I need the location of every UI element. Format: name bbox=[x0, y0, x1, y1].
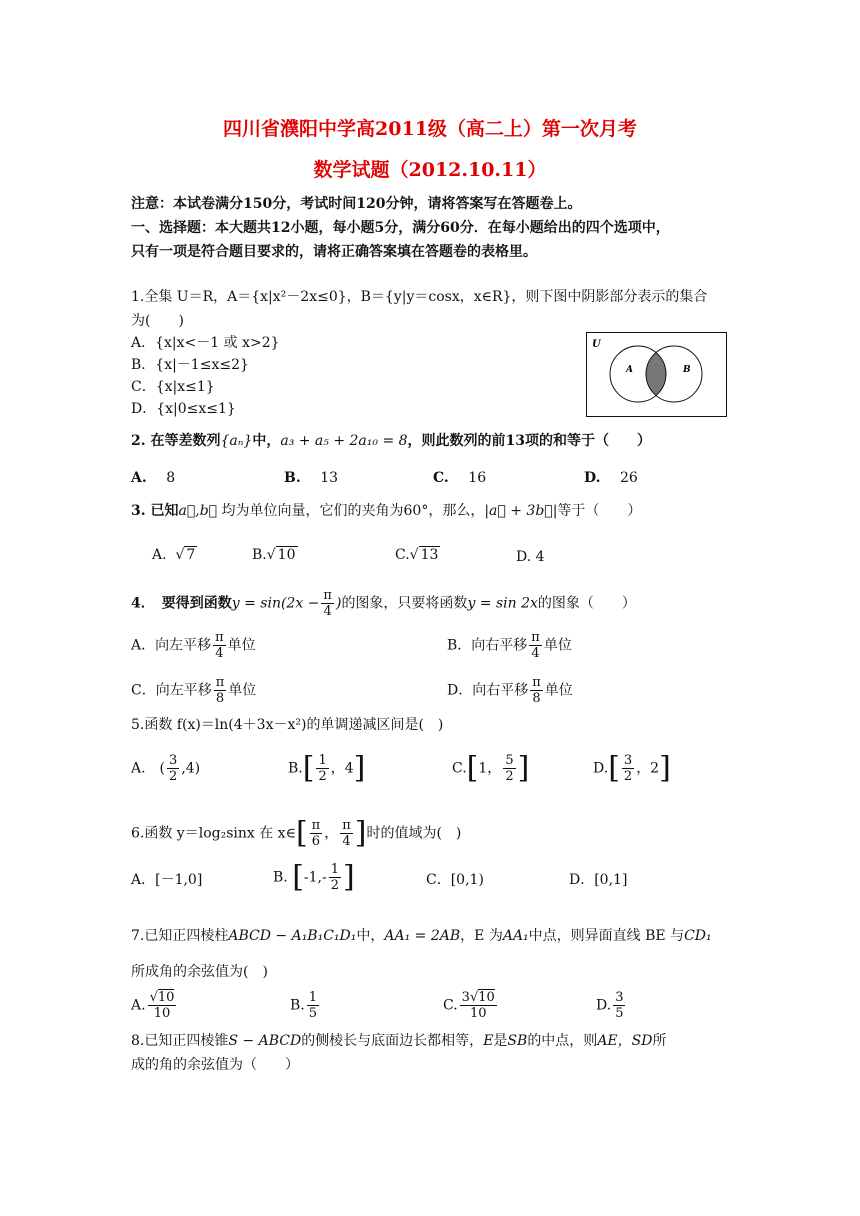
q4-c-num: π bbox=[215, 675, 225, 690]
q7-d-label: D. bbox=[596, 997, 612, 1014]
q5-a-frac bbox=[167, 753, 179, 784]
q6-b-num: 1 bbox=[330, 862, 340, 877]
q4-c-frac bbox=[214, 675, 227, 706]
notice-text: 注意：本试卷满分150分，考试时间120分钟，请将答案写在答题卷上。 bbox=[131, 196, 582, 212]
q7-mid3: 中点，则异面直线 BE 与 bbox=[528, 928, 685, 944]
q6-b-den: 2 bbox=[330, 878, 340, 893]
q5-b-pre: B. bbox=[288, 760, 303, 777]
q6-num2: π bbox=[342, 818, 351, 833]
q3-c-radicand: 13 bbox=[420, 547, 439, 563]
exam-title: 四川省濮阳中学高2011级（高二上）第一次月考 bbox=[223, 118, 637, 140]
q7-equation: AA₁ = 2AB bbox=[384, 928, 461, 944]
q3-vectors: a⃗,b⃗ bbox=[178, 503, 218, 519]
venn-diagram bbox=[586, 332, 727, 417]
q8-pre: 8.已知正四棱锥 bbox=[131, 1033, 229, 1049]
q8-stem-cont: 成的角的余弦值为（ ） bbox=[131, 1057, 299, 1073]
q7-d-den: 5 bbox=[615, 1006, 624, 1021]
q2-mid: 中， bbox=[252, 433, 281, 449]
q7-a-den: 10 bbox=[153, 1006, 171, 1021]
q2-b-label: B. bbox=[284, 470, 301, 486]
q5-option-b: B.[ $\frac{1}{2}$ ，4] bbox=[288, 750, 366, 786]
q3-option-b bbox=[252, 545, 298, 565]
q2-post: ，则此数列的前13项的和等于（ ） bbox=[407, 433, 652, 449]
q5-b-num: 1 bbox=[318, 753, 327, 768]
q4-option-a bbox=[131, 630, 256, 661]
q1-stem: 1.全集 U＝R，A＝{x|x²－2x≤0}，B＝{y|y＝cosx，x∈R}，则下图中阴影部分表示的集合 bbox=[131, 289, 708, 305]
q5-d-den: 2 bbox=[623, 769, 633, 784]
q6-post: 时的值域为( ) bbox=[366, 825, 462, 842]
q8-sb: SB bbox=[507, 1033, 528, 1049]
q7-c-radicand: 10 bbox=[478, 990, 495, 1005]
q1-stem-cont: 为( ) bbox=[131, 313, 184, 329]
q4-a-pre: A．向左平移 bbox=[131, 637, 212, 654]
q7-c-den: 10 bbox=[469, 1006, 487, 1021]
q8-ae-sd: AE，SD bbox=[597, 1033, 653, 1049]
q7-b-label: B. bbox=[290, 997, 305, 1014]
q7-d-num: 3 bbox=[615, 990, 624, 1005]
q3-option-c bbox=[395, 545, 440, 565]
q7-option-b bbox=[290, 990, 321, 1021]
q8-mid4: 所 bbox=[652, 1033, 667, 1049]
q7-pre: 7.已知正四棱柱 bbox=[131, 928, 229, 944]
q2-d-value: 26 bbox=[620, 470, 638, 486]
q7-option-c bbox=[443, 990, 499, 1021]
q8-pyramid: S − ABCD bbox=[228, 1033, 302, 1049]
q4-a-den: 4 bbox=[215, 646, 224, 661]
q4-c-post: 单位 bbox=[228, 682, 257, 699]
q4-b-pre: B．向右平移 bbox=[447, 637, 528, 654]
q6-pre: 6.函数 y＝log₂sinx 在 x∈ bbox=[131, 825, 296, 842]
q2-d-label: D. bbox=[584, 470, 601, 486]
q5-option-d: D.[ $\frac{3}{2}$ ，2] bbox=[593, 750, 671, 786]
q7-a-num: √10 bbox=[149, 990, 175, 1005]
q3-c-label: C. bbox=[395, 547, 410, 563]
q4-a-frac bbox=[213, 630, 226, 661]
q2-option-a bbox=[131, 468, 175, 488]
q6-b-frac bbox=[329, 862, 341, 893]
q7-option-a bbox=[131, 990, 178, 1021]
q5-a-den: 2 bbox=[169, 769, 178, 784]
q6-num1: π bbox=[311, 818, 321, 833]
q7-a-label: A. bbox=[131, 997, 146, 1014]
q4-mid: 的图象，只要将函数 bbox=[341, 595, 468, 612]
q4-b-post: 单位 bbox=[543, 637, 572, 654]
q5-stem: 5.函数 f(x)＝ln(4＋3x－x²)的单调递减区间是( ) bbox=[131, 717, 444, 733]
q1-option-c: C．{x|x≤1} bbox=[131, 379, 215, 395]
exam-subtitle: 数学试题（2012.10.11） bbox=[313, 159, 547, 181]
q7-stem bbox=[131, 926, 712, 946]
q7-b-num: 1 bbox=[308, 990, 318, 1005]
q3-stem bbox=[131, 501, 641, 521]
q6-den1: 6 bbox=[311, 834, 321, 849]
q5-c-den: 2 bbox=[505, 769, 514, 784]
q7-a-frac bbox=[148, 990, 177, 1021]
q7-c-label: C. bbox=[443, 997, 458, 1014]
venn-b-label: B bbox=[683, 365, 691, 375]
q7-mid2: ，E 为 bbox=[460, 928, 503, 944]
q5-a-num: 3 bbox=[169, 753, 178, 768]
q8-stem bbox=[131, 1031, 666, 1051]
q5-c-frac bbox=[503, 753, 515, 784]
q5-d-post: ，2 bbox=[636, 760, 660, 777]
q4-d-pre: D．向右平移 bbox=[447, 682, 529, 699]
q3-b-radicand: 10 bbox=[277, 547, 296, 563]
q7-b-frac bbox=[307, 990, 319, 1021]
q4-d-num: π bbox=[532, 675, 541, 690]
q6-frac1 bbox=[310, 818, 323, 849]
q5-d-pre: D. bbox=[593, 760, 609, 777]
q4-b-num: π bbox=[531, 630, 540, 645]
q2-a-label: A. bbox=[131, 470, 147, 486]
q7-d-frac bbox=[613, 990, 625, 1021]
q5-a-post: ,4) bbox=[181, 760, 201, 777]
q4-c-den: 8 bbox=[215, 691, 225, 706]
q4-pre: 4． 要得到函数 bbox=[131, 595, 232, 612]
q6-sep: ， bbox=[324, 825, 339, 842]
q7-b-den: 5 bbox=[308, 1006, 318, 1021]
q5-b-den: 2 bbox=[318, 769, 327, 784]
q7-c-frac bbox=[460, 990, 497, 1021]
q2-option-b bbox=[284, 468, 338, 488]
q6-option-d: D．[0,1] bbox=[569, 872, 628, 888]
section-heading: 一、选择题：本大题共12小题，每小题5分，满分60分．在每小题给出的四个选项中， bbox=[131, 220, 670, 236]
q3-pre: 3. 已知 bbox=[131, 503, 179, 519]
q6-option-a: A．[－1,0] bbox=[131, 872, 203, 888]
q6-b-pre: B. bbox=[273, 869, 288, 886]
q4-b-den: 4 bbox=[531, 646, 540, 661]
q7-stem-cont: 所成角的余弦值为( ) bbox=[131, 964, 268, 980]
q5-d-num: 3 bbox=[623, 753, 633, 768]
q2-stem bbox=[131, 431, 651, 451]
q2-option-c bbox=[433, 468, 486, 488]
q4-option-d bbox=[447, 675, 573, 706]
q6-stem: 6.函数 y＝log₂sinx 在 x∈[ $\frac{\pi}{6}$ ， $\frac{\pi}{4}$ ]时的值域为( ) bbox=[131, 815, 462, 851]
q7-aa1: AA₁ bbox=[502, 928, 529, 944]
q8-mid2: 是 bbox=[493, 1033, 508, 1049]
q4-func1-b: ) bbox=[335, 595, 342, 612]
q4-a-num: π bbox=[215, 630, 224, 645]
q2-sequence: {aₙ} bbox=[220, 433, 253, 449]
q5-c-num: 5 bbox=[505, 753, 514, 768]
q8-mid3: 的中点，则 bbox=[527, 1033, 598, 1049]
q4-a-post: 单位 bbox=[227, 637, 256, 654]
q2-equation: a₃ + a₅ + 2a₁₀ = 8 bbox=[280, 433, 408, 449]
venn-a-label: A bbox=[626, 365, 633, 375]
q4-c-pre: C．向左平移 bbox=[131, 682, 212, 699]
q3-expression: |a⃗ + 3b⃗| bbox=[484, 503, 558, 519]
q4-post: 的图象（ ） bbox=[537, 595, 636, 612]
q3-a-label: A. bbox=[152, 547, 167, 563]
venn-u-label: U bbox=[592, 339, 601, 350]
q7-c-num: 3√10 bbox=[461, 990, 495, 1005]
q5-option-a bbox=[131, 753, 200, 784]
q4-d-frac bbox=[530, 675, 543, 706]
q3-a-sqrt: √ 7 bbox=[175, 547, 196, 563]
q4-stem bbox=[131, 588, 636, 619]
q3-b-sqrt: √ 10 bbox=[266, 547, 296, 563]
q4-option-b bbox=[447, 630, 572, 661]
q5-b-post: ，4 bbox=[330, 760, 354, 777]
q4-func1-num: π bbox=[323, 588, 332, 603]
q6-option-b: B. [-1,- $\frac{1}{2}$ ] bbox=[273, 859, 355, 895]
q3-b-label: B. bbox=[252, 547, 267, 563]
q4-func1-a: y = sin(2x − bbox=[231, 595, 320, 612]
q2-a-value: 8 bbox=[166, 470, 176, 486]
q5-a-pre: A. ( bbox=[131, 760, 166, 777]
q5-c-pre: C. bbox=[452, 760, 467, 777]
q6-option-c: C．[0,1) bbox=[426, 872, 484, 888]
q5-d-frac bbox=[622, 753, 634, 784]
q5-option-c: C.[1， $\frac{5}{2}$ ] bbox=[452, 750, 530, 786]
q4-func2: y = sin 2x bbox=[467, 595, 538, 612]
q5-b-frac bbox=[316, 753, 328, 784]
q2-pre: 2. 在等差数列 bbox=[131, 433, 221, 449]
q1-option-d: D．{x|0≤x≤1} bbox=[131, 401, 236, 417]
q6-frac2 bbox=[340, 818, 353, 849]
q2-option-d bbox=[584, 468, 638, 488]
q4-func1-den: 4 bbox=[323, 604, 332, 619]
q3-post: 等于（ ） bbox=[557, 503, 642, 519]
q3-mid: 均为单位向量，它们的夹角为60°，那么， bbox=[217, 503, 485, 519]
q7-mid1: 中， bbox=[356, 928, 385, 944]
q7-option-d bbox=[596, 990, 627, 1021]
q3-option-a bbox=[152, 545, 197, 565]
q2-b-value: 13 bbox=[320, 470, 339, 486]
q1-option-b: B．{x|－1≤x≤2} bbox=[131, 357, 249, 373]
q2-c-value: 16 bbox=[468, 470, 487, 486]
q5-c-mid: 1， bbox=[478, 760, 502, 777]
q7-a-radicand: 10 bbox=[157, 990, 175, 1005]
q7-cd1: CD₁ bbox=[684, 928, 712, 944]
q6-den2: 4 bbox=[342, 834, 351, 849]
q3-a-radicand: 7 bbox=[186, 547, 196, 563]
q8-point-e: E bbox=[483, 1033, 494, 1049]
q7-prism: ABCD − A₁B₁C₁D₁ bbox=[228, 928, 357, 944]
q7-c-coef: 3 bbox=[461, 990, 470, 1005]
q3-option-d: D. 4 bbox=[516, 549, 545, 565]
q1-option-a: A．{x|x<－1 或 x>2} bbox=[131, 335, 280, 351]
q4-d-den: 8 bbox=[532, 691, 541, 706]
q4-b-frac bbox=[529, 630, 542, 661]
q6-b-mid: -1,- bbox=[303, 869, 327, 886]
section-instructions: 只有一项是符合题目要求的，请将正确答案填在答题卷的表格里。 bbox=[131, 244, 537, 260]
q2-c-label: C. bbox=[433, 470, 449, 486]
q4-func1-frac bbox=[321, 588, 334, 619]
q4-option-c bbox=[131, 675, 256, 706]
q4-d-post: 单位 bbox=[544, 682, 573, 699]
q8-mid1: 的侧棱长与底面边长都相等， bbox=[301, 1033, 484, 1049]
q3-c-sqrt: √ 13 bbox=[409, 547, 439, 563]
